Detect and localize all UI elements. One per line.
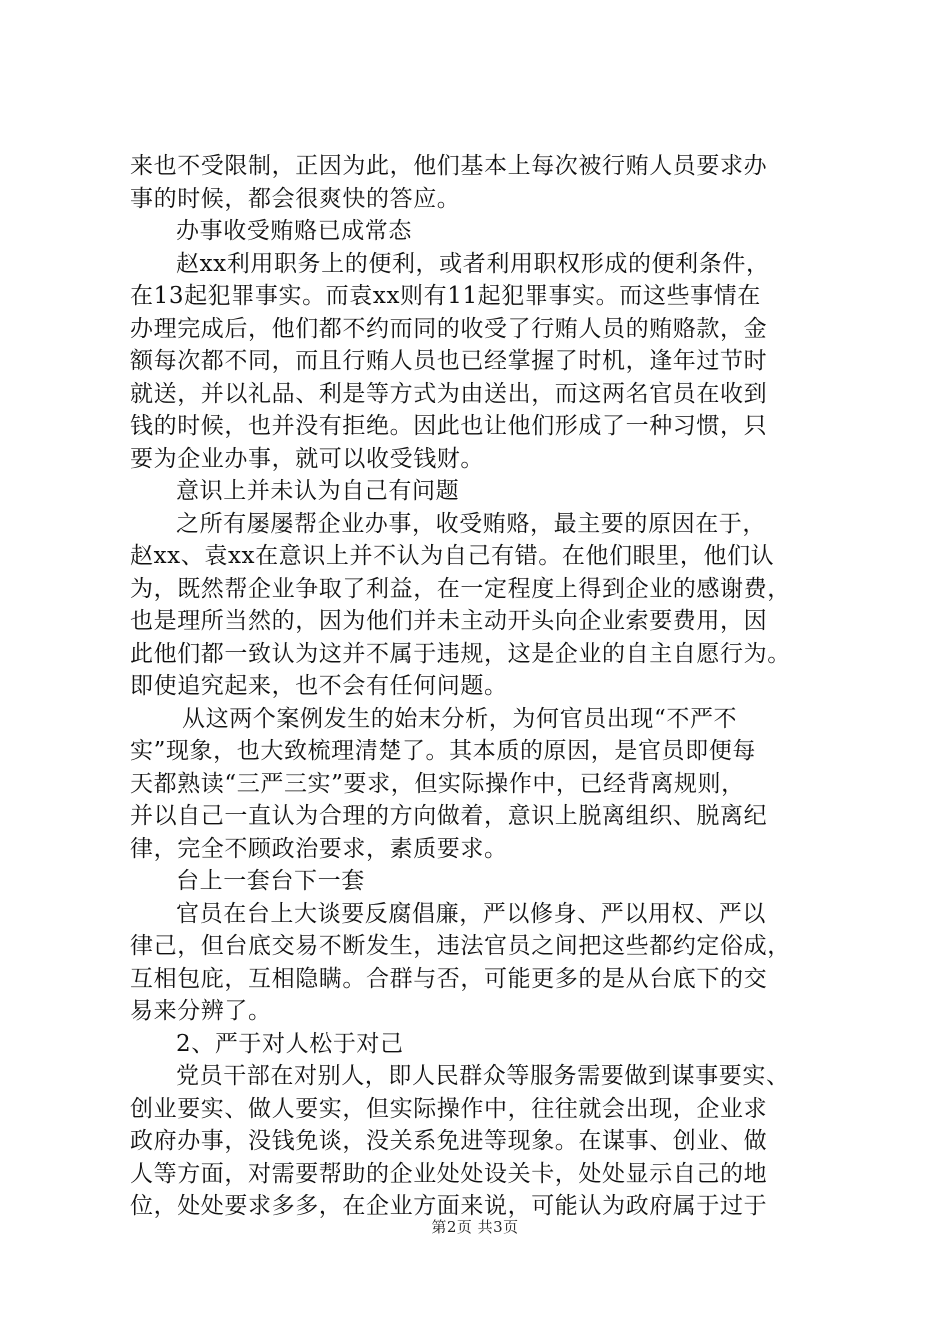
- text-line: 事的时候，都会很爽快的答应。: [130, 185, 461, 212]
- text-line: 来也不受限制，正因为此，他们基本上每次被行贿人员要求办: [130, 153, 768, 179]
- document-body: [130, 150, 830, 1223]
- text-line: 赵xx利用职务上的便利，或者利用职权形成的便利条件，: [176, 250, 770, 277]
- text-line: 位，处处要求多多，在企业方面来说，可能认为政府属于过于: [130, 1193, 768, 1219]
- text-line: 人等方面，对需要帮助的企业处处设关卡，处处显示自己的地: [130, 1160, 768, 1187]
- text-line: 也是理所当然的，因为他们并未主动开头向企业索要费用，因: [130, 608, 768, 634]
- page-number-footer: 第2页 共3页: [431, 1218, 519, 1236]
- text-line: 之所有屡屡帮企业办事，收受贿赂，最主要的原因在于，: [176, 510, 766, 537]
- section-heading: 意识上并未认为自己有问题: [176, 478, 460, 504]
- text-line: 党员干部在对别人，即人民群众等服务需要做到谋事要实、: [176, 1063, 790, 1089]
- text-line: 并以自己一直认为合理的方向做着，意识上脱离组织、脱离纪: [130, 803, 768, 829]
- text-line: 律己，但台底交易不断发生，违法官员之间把这些都约定俗成，: [130, 933, 791, 959]
- text-line: 即使追究起来，也不会有任何问题。: [130, 673, 508, 699]
- text-line: 实”现象，也大致梳理清楚了。其本质的原因，是官员即便每: [130, 738, 756, 764]
- text-line: 律，完全不顾政治要求，素质要求。: [130, 835, 508, 862]
- text-line: 钱的时候，也并没有拒绝。因此也让他们形成了一种习惯，只: [130, 413, 768, 439]
- text-line: 赵xx、袁xx在意识上并不认为自己有错。在他们眼里，他们认: [130, 543, 775, 569]
- text-line: 天都熟读“三严三实”要求，但实际操作中，已经背离规则，: [130, 770, 745, 797]
- text-line: 就送，并以礼品、利是等方式为由送出，而这两名官员在收到: [130, 380, 768, 407]
- text-line: 易来分辨了。: [130, 998, 272, 1024]
- text-line: 为，既然帮企业争取了利益，在一定程度上得到企业的感谢费，: [130, 575, 791, 602]
- section-heading: 台上一套台下一套: [176, 868, 365, 894]
- section-heading: 2、严于对人松于对己: [176, 1030, 404, 1057]
- text-line: 官员在台上大谈要反腐倡廉，严以修身、严以用权、严以: [176, 900, 766, 927]
- text-line: 办理完成后，他们都不约而同的收受了行贿人员的贿赂款，金: [130, 315, 768, 342]
- section-heading: 办事收受贿赂已成常态: [176, 218, 412, 244]
- text-line: 要为企业办事，就可以收受钱财。: [130, 445, 484, 472]
- text-line: 在13起犯罪事实。而袁xx则有11起犯罪事实。而这些事情在: [130, 283, 761, 309]
- text-line: 从这两个案例发生的始末分析，为何官员出现“不严不: [182, 705, 738, 732]
- text-line: 额每次都不同，而且行贿人员也已经掌握了时机，逢年过节时: [130, 348, 768, 374]
- text-line: 互相包庇，互相隐瞒。合群与否，可能更多的是从台底下的交: [130, 965, 768, 992]
- text-line: 此他们都一致认为这并不属于违规，这是企业的自主自愿行为。: [130, 640, 791, 667]
- text-line: 政府办事，没钱免谈，没关系免进等现象。在谋事、创业、做: [130, 1128, 768, 1154]
- text-line: 创业要实、做人要实，但实际操作中，往往就会出现，企业求: [130, 1095, 768, 1122]
